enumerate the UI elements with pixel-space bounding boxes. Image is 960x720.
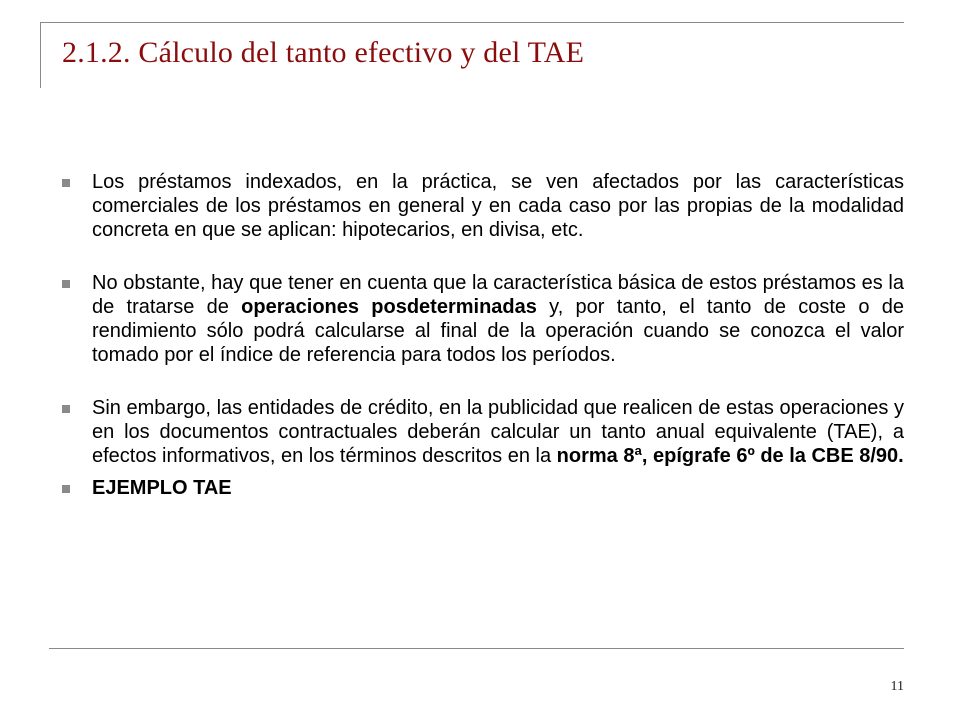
- page-number: 11: [890, 679, 904, 694]
- bullet-square-icon: [62, 179, 70, 187]
- slide-body: [62, 170, 904, 500]
- slide-title: 2.1.2. Cálculo del tanto efectivo y del TAE: [62, 36, 585, 69]
- bullet-post-determined: [62, 271, 904, 367]
- bullet-square-icon: [62, 405, 70, 413]
- bottom-rule: [49, 648, 904, 649]
- bullet-square-icon: [62, 485, 70, 493]
- bullet-indexed-loans: [62, 170, 904, 242]
- bullet-bold-run: EJEMPLO TAE: [92, 477, 232, 499]
- bullet-text-run: Sin embargo, las entidades de crédito, en la publicidad que realicen de estas operaciones y en los documentos contractuales deberán calcular un tanto anual equivalente (TAE), a efectos informativos, en los términos descritos en la: [92, 397, 904, 467]
- bullet-text: [92, 476, 904, 500]
- bullet-credit-entities: [62, 396, 904, 468]
- top-rule: [40, 22, 904, 23]
- bullet-square-icon: [62, 280, 70, 288]
- bullet-text-run: y, por tanto, el tanto de coste o de rendimiento sólo podrá calcularse al final de la operación cuando se conozca el valor tomado por el índice de referencia para todos los períodos.: [92, 296, 904, 366]
- bullet-text-run: No obstante, hay que tener en cuenta que la característica básica de estos préstamos es la de tratarse de: [92, 272, 904, 318]
- bullet-text: [92, 396, 904, 468]
- bullet-text: [92, 170, 904, 242]
- bullet-bold-run: norma 8ª, epígrafe 6º de la CBE 8/90.: [556, 445, 904, 467]
- bullet-example-tae: [62, 476, 904, 500]
- left-rule: [40, 22, 41, 88]
- bullet-text-run: Los préstamos indexados, en la práctica, se ven afectados por las características comerciales de los préstamos en general y en cada caso por las propias de la modalidad concreta en que se aplican: hipotecarios, en divisa, etc.: [92, 171, 904, 241]
- bullet-bold-run: operaciones posdeterminadas: [241, 296, 537, 318]
- bullet-text: [92, 271, 904, 367]
